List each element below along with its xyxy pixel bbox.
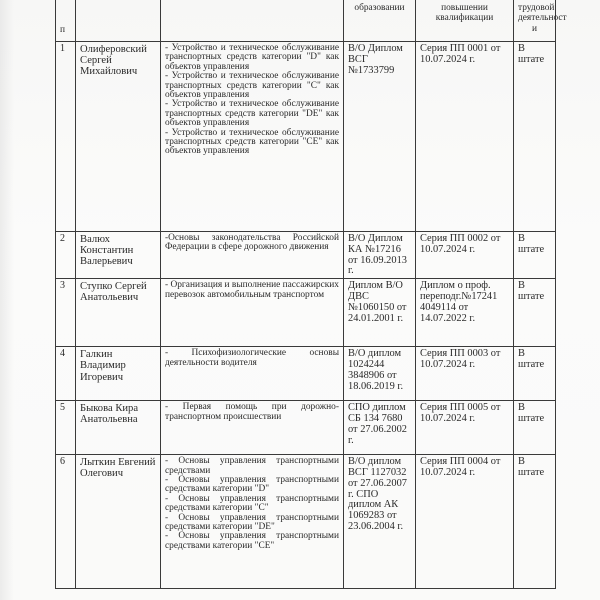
row-work: В штате bbox=[514, 401, 556, 455]
row-education: В/О Диплом ВСГ №1733799 bbox=[344, 42, 416, 232]
table-row bbox=[56, 455, 556, 589]
header-name bbox=[76, 0, 161, 42]
row-num: 1 bbox=[56, 42, 76, 232]
row-num: 5 bbox=[56, 401, 76, 455]
row-courses bbox=[161, 401, 344, 455]
row-name: Ступко Сергей Анатольевич bbox=[76, 279, 161, 347]
header-qualification bbox=[416, 0, 514, 42]
row-name: Лыткин Евгений Олегович bbox=[76, 455, 161, 589]
row-courses bbox=[161, 232, 344, 279]
row-num: 2 bbox=[56, 232, 76, 279]
header-course bbox=[161, 0, 344, 42]
row-qualification: Серия ПП 0003 от 10.07.2024 г. bbox=[416, 347, 514, 401]
course-item: - Основы управления транспортными средствами категории "C" bbox=[165, 493, 339, 514]
course-item: - Основы управления транспортными средствами категории "D" bbox=[165, 475, 339, 495]
row-courses bbox=[161, 455, 344, 589]
table-row bbox=[56, 42, 556, 232]
header-education-text: образовании bbox=[354, 3, 405, 13]
row-work: В штате bbox=[514, 232, 556, 279]
course-item: - Основы управления транспортными средствами категории "DE" bbox=[165, 512, 339, 533]
row-num: 6 bbox=[56, 455, 76, 589]
header-qualification-text: повышении квалификации bbox=[435, 3, 494, 24]
course-item: - Устройство и техническое обслуживание транспортных средств категории "CE" как объектов управления bbox=[165, 127, 339, 157]
row-qualification: Серия ПП 0004 от 10.07.2024 г. bbox=[416, 455, 514, 589]
header-education bbox=[344, 0, 416, 42]
course-item: - Первая помощь при дорожно-транспортном происшествии bbox=[165, 402, 339, 422]
row-education: В/О диплом ВСГ 1127032 от 27.06.2007 г. СПО диплом АК 1069283 от 23.06.2004 г. bbox=[344, 455, 416, 589]
row-education: Диплом В/О ДВС №1060150 от 24.01.2001 г. bbox=[344, 279, 416, 347]
course-item: - Устройство и техническое обслуживание транспортных средств категории "D" как объектов управления bbox=[165, 43, 339, 72]
row-courses bbox=[161, 347, 344, 401]
row-work: В штате bbox=[514, 347, 556, 401]
row-work: В штате bbox=[514, 455, 556, 589]
row-education: СПО диплом СБ 134 7680 от 27.06.2002 г. bbox=[344, 401, 416, 455]
row-name: Галкин Владимир Игоревич bbox=[76, 347, 161, 401]
table-row bbox=[56, 279, 556, 347]
course-item: - Основы управления транспортными средствами категории "CE" bbox=[165, 531, 339, 551]
row-num: 4 bbox=[56, 347, 76, 401]
row-qualification: Серия ПП 0002 от 10.07.2024 г. bbox=[416, 232, 514, 279]
row-education: В/О Диплом КА №17216 от 16.09.2013 г. bbox=[344, 232, 416, 279]
table-row bbox=[56, 232, 556, 279]
row-name: Олиферовский Сергей Михайлович bbox=[76, 42, 161, 232]
course-item: - Устройство и техническое обслуживание транспортных средств категории "C" как объектов управления bbox=[165, 71, 339, 101]
course-item: - Устройство и техническое обслуживание транспортных средств категории "DE" как объектов управления bbox=[165, 99, 339, 129]
table-row bbox=[56, 347, 556, 401]
row-name: Валюх Константин Валерьевич bbox=[76, 232, 161, 279]
row-work: В штате bbox=[514, 42, 556, 232]
row-work: В штате bbox=[514, 279, 556, 347]
header-work-text: трудовой деятельност и bbox=[518, 3, 567, 34]
row-courses bbox=[161, 279, 344, 347]
row-courses bbox=[161, 42, 344, 232]
header-work bbox=[514, 0, 567, 42]
header-num: п bbox=[56, 0, 76, 42]
table-row bbox=[56, 401, 556, 455]
row-name: Быкова Кира Анатольевна bbox=[76, 401, 161, 455]
row-qualification: Серия ПП 0001 от 10.07.2024 г. bbox=[416, 42, 514, 232]
course-item: - Основы управления транспортными средствами bbox=[165, 456, 339, 476]
row-education: В/О диплом 1024244 3848906 от 18.06.2019 г. bbox=[344, 347, 416, 401]
course-item: - Организация и выполнение пассажирских перевозок автомобильным транспортом bbox=[165, 280, 339, 300]
table-header-row bbox=[56, 0, 556, 42]
staff-table bbox=[55, 0, 567, 589]
scan-edge-shadow bbox=[0, 0, 14, 600]
row-num: 3 bbox=[56, 279, 76, 347]
course-item: -Основы законодательства Российской Федерации в сфере дорожного движения bbox=[165, 233, 339, 253]
row-qualification: Серия ПП 0005 от 10.07.2024 г. bbox=[416, 401, 514, 455]
row-qualification: Диплом о проф. переподг.№17241 4049114 от 14.07.2022 г. bbox=[416, 279, 514, 347]
course-item: - Психофизиологические основы деятельности водителя bbox=[165, 348, 339, 368]
